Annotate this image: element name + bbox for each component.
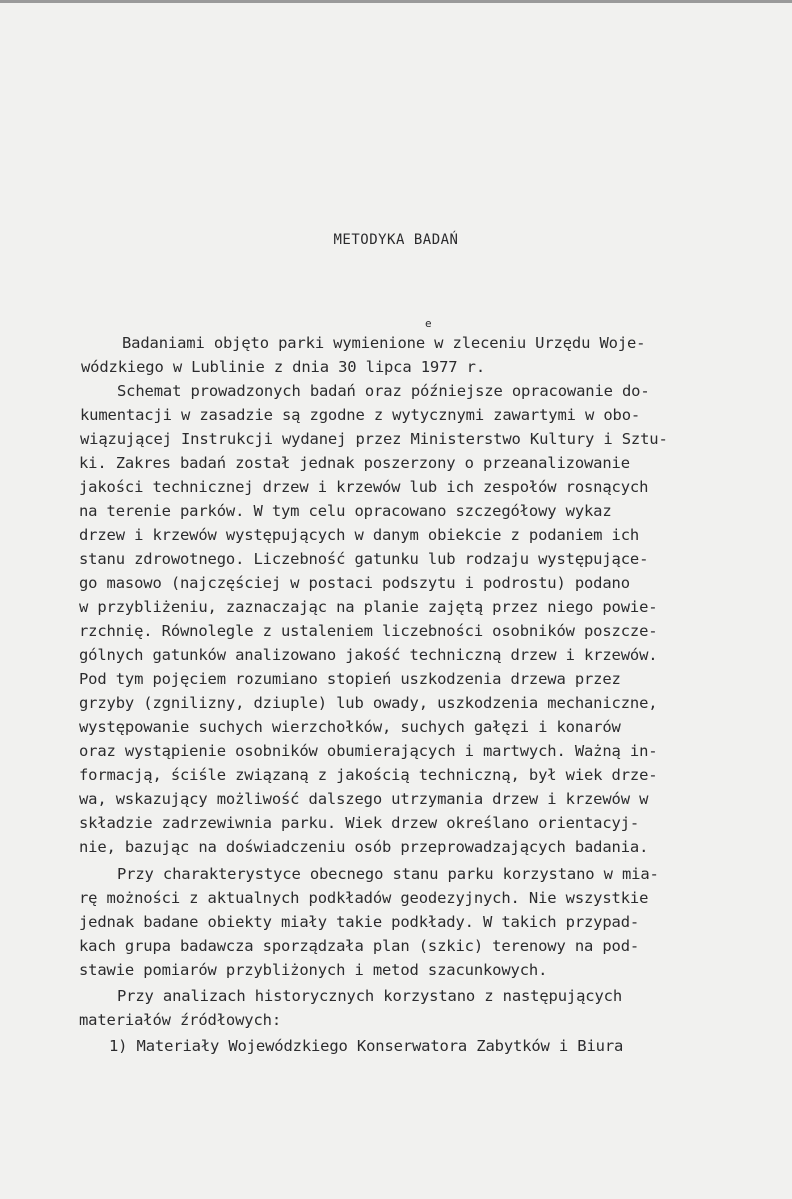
text-line: go masowo (najczęściej w postaci podszytu i podrostu) podano: [79, 574, 630, 592]
text-line: nie, bazując na doświadczeniu osób przeprowadzających badania.: [79, 838, 649, 856]
text-line: rę możności z aktualnych podkładów geodezyjnych. Nie wszystkie: [79, 889, 649, 907]
text-line: kumentacji w zasadzie są zgodne z wytycznymi zawartymi w obo-: [80, 406, 641, 424]
text-line: gólnych gatunków analizowano jakość techniczną drzew i krzewów.: [79, 646, 658, 664]
text-line: 1) Materiały Wojewódzkiego Konserwatora Zabytków i Biura: [109, 1037, 624, 1055]
text-line: stawie pomiarów przybliżonych i metod szacunkowych.: [79, 961, 548, 979]
text-line: wódzkiego w Lublinie z dnia 30 lipca 1977 r.: [81, 358, 485, 376]
text-line: stanu zdrowotnego. Liczebność gatunku lub rodzaju występujące-: [79, 550, 649, 568]
text-line: rzchnię. Równolegle z ustaleniem liczebności osobników poszcze-: [79, 622, 658, 640]
text-line: jakości technicznej drzew i krzewów lub ich zespołów rosnących: [79, 478, 649, 496]
text-line: drzew i krzewów występujących w danym obiekcie z podaniem ich: [79, 526, 640, 544]
text-line: Przy charakterystyce obecnego stanu parku korzystano w mia-: [117, 865, 659, 883]
text-line: jednak badane obiekty miały takie podkłady. W takich przypad-: [79, 913, 640, 931]
text-line: Przy analizach historycznych korzystano z następujących: [117, 987, 622, 1005]
document-title: METODYKA BADAŃ: [333, 232, 459, 248]
text-line: kach grupa badawcza sporządzała plan (szkic) terenowy na pod-: [79, 937, 640, 955]
text-line: Pod tym pojęciem rozumiano stopień uszkodzenia drzewa przez: [79, 670, 621, 688]
handwritten-mark: e: [425, 317, 432, 330]
text-line: wa, wskazujący możliwość dalszego utrzymania drzew i krzewów w: [79, 790, 649, 808]
text-line: formacją, ściśle związaną z jakością techniczną, był wiek drze-: [79, 766, 658, 784]
text-line: na terenie parków. W tym celu opracowano szczegółowy wykaz: [79, 502, 612, 520]
text-line: grzyby (zgnilizny, dziuple) lub owady, uszkodzenia mechaniczne,: [79, 694, 658, 712]
text-line: oraz wystąpienie osobników obumierających i martwych. Ważną in-: [79, 742, 658, 760]
text-line: ki. Zakres badań został jednak poszerzony o przeanalizowanie: [79, 454, 630, 472]
text-line: wiązującej Instrukcji wydanej przez Ministerstwo Kultury i Sztu-: [80, 430, 668, 448]
text-line: Schemat prowadzonych badań oraz późniejsze opracowanie do-: [117, 382, 650, 400]
text-line: w przybliżeniu, zaznaczając na planie zajętą przez niego powie-: [79, 598, 658, 616]
text-line: występowanie suchych wierzchołków, suchych gałęzi i konarów: [79, 718, 621, 736]
text-line: Badaniami objęto parki wymienione w zleceniu Urzędu Woje-: [122, 334, 646, 352]
text-line: materiałów źródłowych:: [79, 1011, 281, 1029]
text-line: składzie zadrzewiwnia parku. Wiek drzew określano orientacyj-: [79, 814, 640, 832]
